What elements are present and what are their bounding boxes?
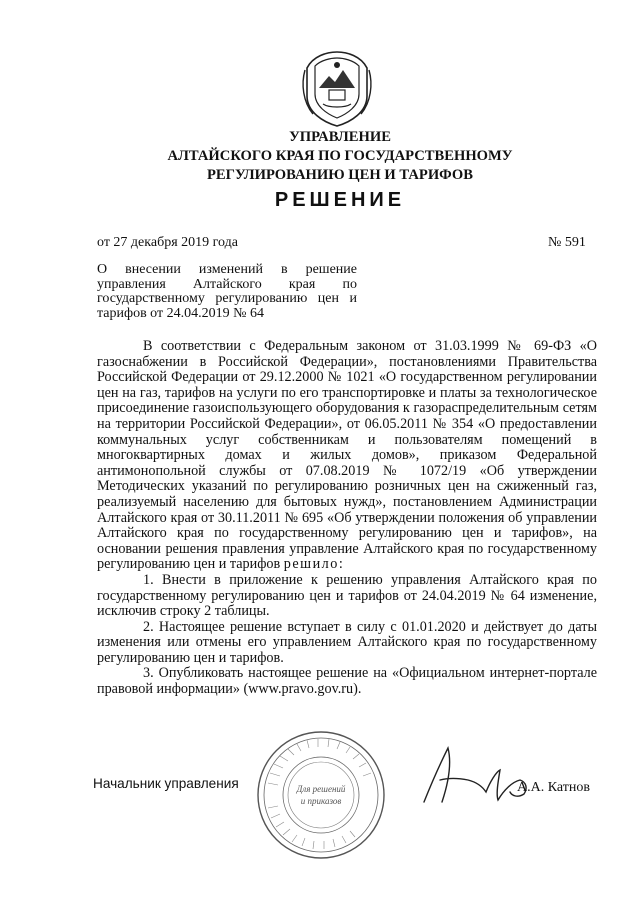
resolution-item-2: 2. Настоящее решение вступает в силу с 01.01.2020 и действует до даты изменения или отмены его управлением Алтайского края по государственному регулированию цен и тарифов. [97, 618, 597, 666]
resolution-keyword: решило: [283, 556, 345, 573]
document-subject: О внесении изменений в решение управления Алтайского края по государственному регулированию цен и тарифов от 24.04.2019 № 64 [97, 262, 357, 321]
document-date: от 27 декабря 2019 года [97, 235, 238, 250]
document-number: № 591 [548, 235, 586, 250]
preamble-paragraph [97, 339, 597, 573]
stamp-text-line-2: и приказов [300, 796, 342, 806]
signatory-title: Начальник управления [93, 776, 239, 791]
handwritten-signature [418, 742, 538, 812]
org-line-3: РЕГУЛИРОВАНИЮ ЦЕН И ТАРИФОВ [207, 167, 473, 183]
resolution-item-3: 3. Опубликовать настоящее решение на «Официальном интернет-портале правовой информации» (www.pravo.gov.ru). [97, 665, 597, 698]
signatory-name: А.А. Катнов [517, 780, 590, 795]
document-body [97, 339, 597, 698]
coat-of-arms-emblem [299, 48, 375, 128]
document-type-heading: РЕШЕНИЕ [274, 189, 406, 211]
preamble-text: В соответствии с Федеральным законом от 31.03.1999 № 69-ФЗ «О газоснабжении в Российской Федерации», постановлениями Правительства Российской Федерации от 29.12.2000 № 1021 «О государственном регулировании цен на газ, тарифов на услуги по его транспортировке и платы за технологическое присоединение газоиспользующего оборудования к газораспределительным сетям на территории Российской Федерации», от 06.05.2011 № 354 «О предоставлении коммунальных услуг собственникам и пользователям помещений в многоквартирных домах и жилых домов», приказом Федеральной антимонопольной службы от 07.08.2019 № 1072/19 «Об утверждении Методических указаний по регулированию розничных цен на сжиженный газ, реализуемый населению для бытовых нужд», постановлением Администрации Алтайского края от 30.11.2011 № 695 «Об утверждении положения об управлении Алтайского края по государственному регулированию цен и тарифов», на основании решения правления управление Алтайского края по государственному регулированию цен и тарифов [97, 338, 597, 573]
org-line-1: УПРАВЛЕНИЕ [289, 129, 391, 145]
official-seal-stamp [254, 728, 388, 862]
org-line-2: АЛТАЙСКОГО КРАЯ ПО ГОСУДАРСТВЕННОМУ [167, 148, 513, 164]
stamp-text-line-1: Для решений [296, 784, 346, 794]
issuing-authority [150, 128, 530, 185]
resolution-item-1: 1. Внести в приложение к решению управления Алтайского края по государственному регулированию цен и тарифов от 24.04.2019 № 64 изменение, исключив строку 2 таблицы. [97, 571, 597, 620]
